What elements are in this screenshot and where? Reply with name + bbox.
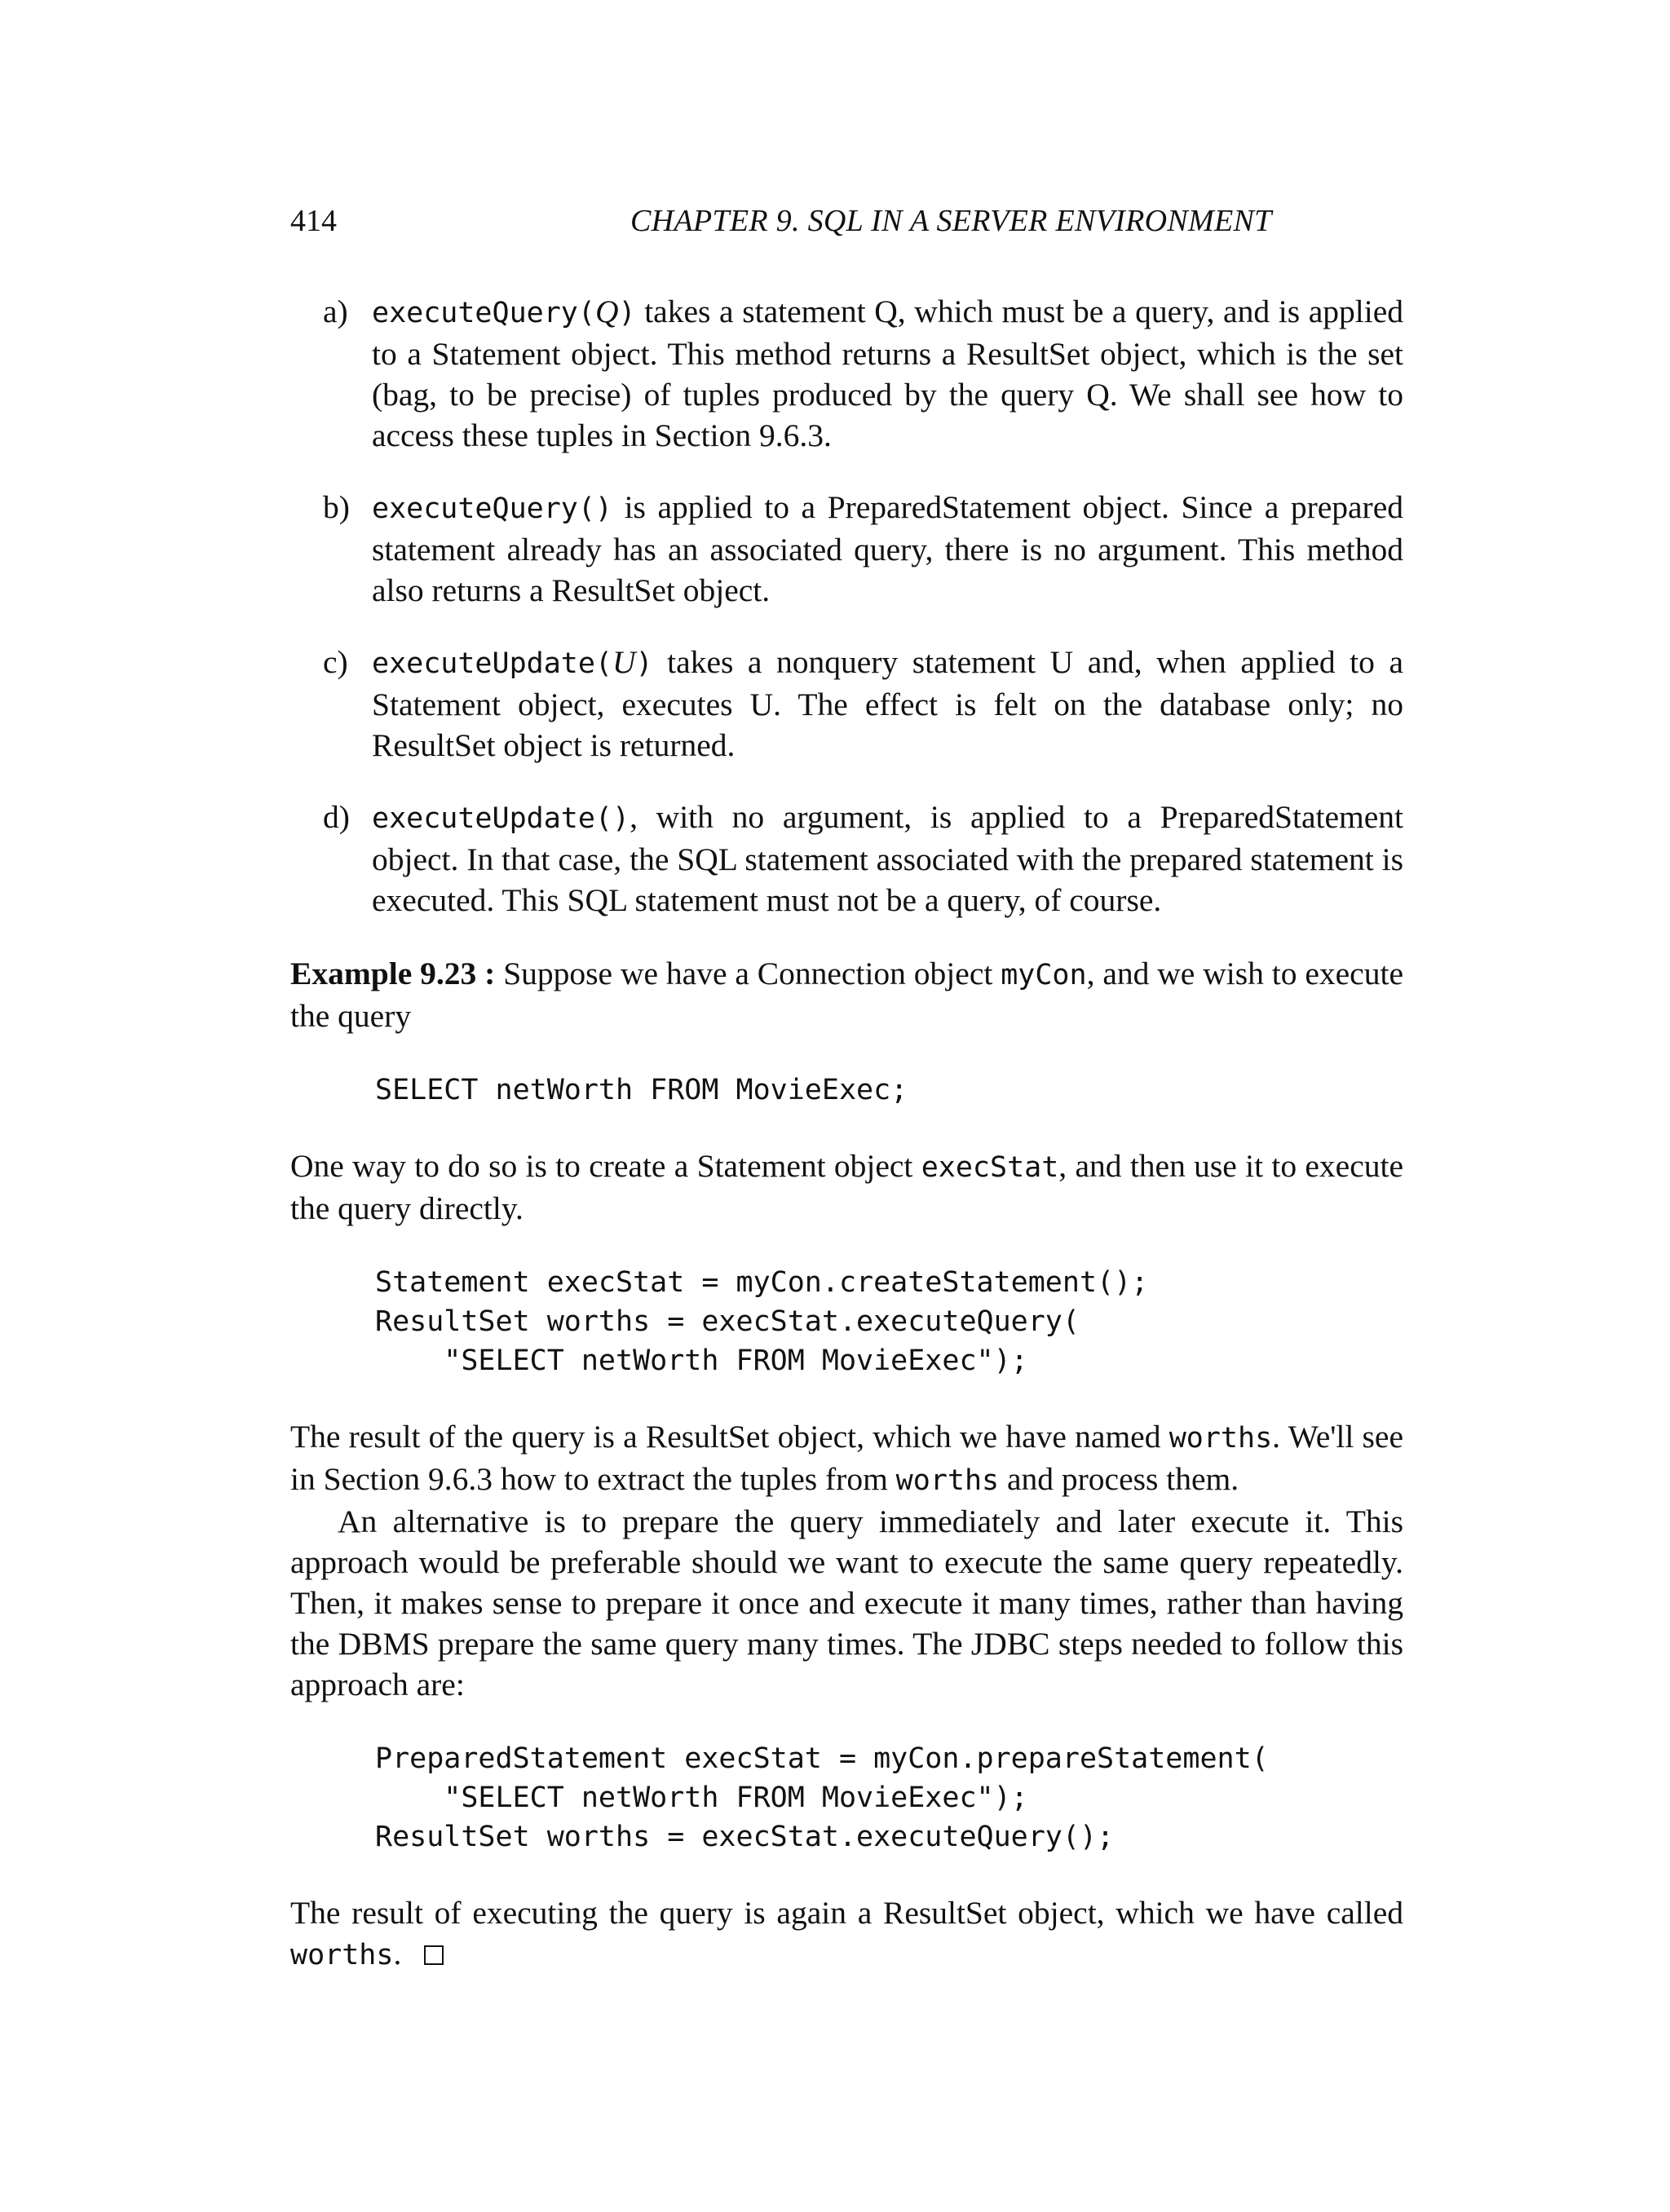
argument-var: U [612, 644, 636, 680]
end-of-example-icon [424, 1945, 444, 1965]
inline-code: worths [290, 1939, 394, 1971]
code-block-prepared: PreparedStatement execStat = myCon.prepareStatement( "SELECT netWorth FROM MovieExec"); ResultSet worths = execStat.executeQuery(); [375, 1742, 1269, 1853]
example-label: Example 9.23 : [290, 956, 496, 991]
paragraph-text: . We'll see in Section 9.6.3 how to extract the tuples from [290, 1419, 1403, 1497]
method-close: ) [635, 647, 653, 680]
body-text [290, 291, 1403, 1976]
paragraph-result [290, 1416, 1403, 1501]
list-marker: a) [323, 294, 348, 329]
argument-var: Q [594, 294, 619, 329]
list-item-text: , with no argument, is applied to a PreparedStatement object. In that case, the SQL statement associated with the prepared statement is executed. This SQL statement must not be a query, of course. [372, 799, 1403, 918]
paragraph-statement [290, 1146, 1403, 1229]
paragraph-text: . [393, 1936, 402, 1971]
list-marker: d) [323, 799, 350, 835]
method-name: executeQuery( [372, 297, 595, 329]
paragraph-text: One way to do so is to create a Statement object [290, 1148, 921, 1184]
inline-code: worths [895, 1464, 1000, 1497]
list-item-a [290, 291, 1403, 456]
method-close: ) [618, 297, 636, 329]
list-item-text: takes a nonquery statement U and, when applied to a Statement object, executes U. The effect is felt on the database only; no ResultSet object is returned. [372, 644, 1403, 763]
list-item-b [290, 487, 1403, 611]
paragraph-alternative: An alternative is to prepare the query immediately and later execute it. This approach would be preferable should we want to execute the same query repeatedly. Then, it makes sense to prepare it once and execute it many times, rather than having the DBMS prepare the same query many times. The JDBC steps needed to follow this approach are: [290, 1503, 1403, 1702]
example-intro-text: , and we wish to execute the query [290, 956, 1403, 1034]
inline-code: execStat [921, 1151, 1059, 1184]
code-block-query: SELECT netWorth FROM MovieExec; [375, 1074, 908, 1106]
list-item-text: is applied to a PreparedStatement object. Since a prepared statement already has an associated query, there is no argument. This method also returns a ResultSet object. [372, 489, 1403, 608]
list-marker: b) [323, 489, 350, 525]
list-item-d [290, 797, 1403, 921]
paragraph-text: , and then use it to execute the query directly. [290, 1148, 1404, 1226]
method-name: executeUpdate( [372, 647, 613, 680]
paragraph-text: The result of the query is a ResultSet object, which we have named [290, 1419, 1169, 1455]
paragraph-text: and process them. [999, 1461, 1239, 1497]
list-item-text: takes a statement Q, which must be a query, and is applied to a Statement object. This method returns a ResultSet object, which is the set (bag, to be precise) of tuples produced by the query Q. We shall see how to access these tuples in Section 9.6.3. [372, 294, 1403, 453]
paragraph-text: The result of executing the query is again a ResultSet object, which we have called [290, 1895, 1403, 1931]
list-marker: c) [323, 644, 348, 680]
method-name: executeUpdate() [372, 802, 630, 835]
paragraph-conclusion [290, 1892, 1403, 1976]
running-head: CHAPTER 9. SQL IN A SERVER ENVIRONMENT [630, 204, 1272, 238]
example-intro [290, 953, 1403, 1036]
method-name: executeQuery() [372, 492, 613, 525]
list-item-c [290, 642, 1403, 766]
inline-code: worths [1169, 1422, 1273, 1455]
inline-code: myCon [1001, 959, 1087, 991]
page-number: 414 [290, 204, 337, 238]
code-block-statement: Statement execStat = myCon.createStatement(); ResultSet worths = execStat.executeQuery( "SELECT netWorth FROM MovieExec"); [375, 1266, 1149, 1377]
example-intro-text: Suppose we have a Connection object [495, 956, 1001, 991]
